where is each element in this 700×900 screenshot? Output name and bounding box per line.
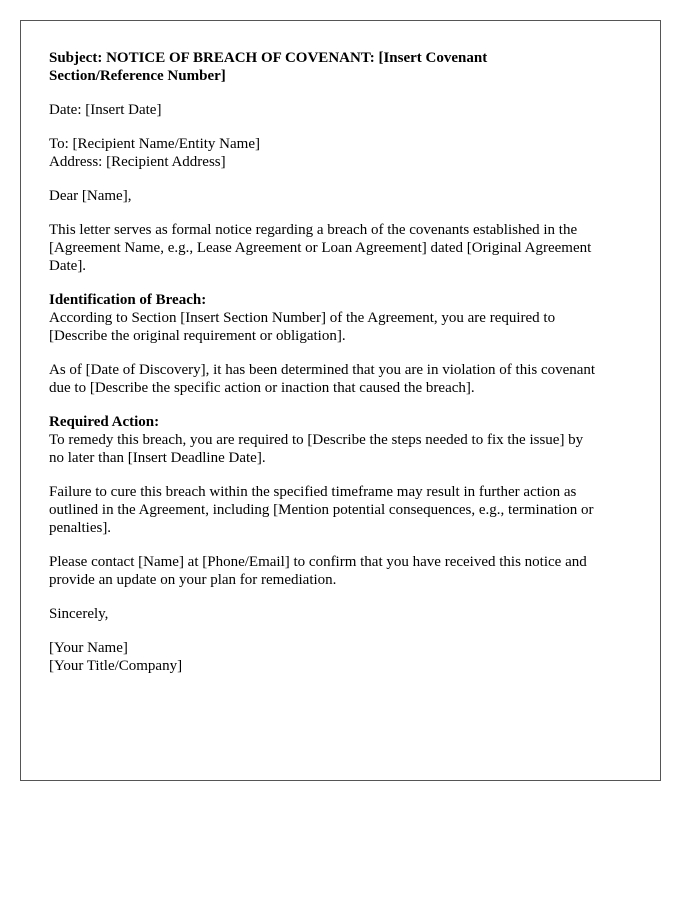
- required-action-heading: Required Action:: [49, 414, 160, 430]
- identification-section: [49, 291, 632, 345]
- paragraph-line: due to [Describe the specific action or inaction that caused the breach].: [49, 380, 475, 396]
- paragraph-line: Date].: [49, 258, 87, 274]
- paragraph-line: [Agreement Name, e.g., Lease Agreement or Loan Agreement] dated [Original Agreement: [49, 240, 592, 256]
- closing-text: Sincerely,: [49, 606, 109, 622]
- signature-name: [Your Name]: [49, 640, 128, 656]
- subject: [49, 49, 632, 85]
- paragraph-line: no later than [Insert Deadline Date].: [49, 450, 266, 466]
- paragraph-line: [Describe the original requirement or obligation].: [49, 328, 346, 344]
- date-line: [49, 101, 632, 119]
- letter-page: [20, 20, 661, 781]
- paragraph-line: This letter serves as formal notice regarding a breach of the covenants established in the: [49, 222, 578, 238]
- paragraph-line: penalties].: [49, 520, 112, 536]
- paragraph-line: According to Section [Insert Section Number] of the Agreement, you are required to: [49, 310, 556, 326]
- closing: [49, 605, 632, 623]
- signature-block: [49, 639, 632, 675]
- recipient-to: To: [Recipient Name/Entity Name]: [49, 136, 260, 152]
- paragraph-line: To remedy this breach, you are required to [Describe the steps needed to fix the issue] by: [49, 432, 584, 448]
- paragraph-line: outlined in the Agreement, including [Mention potential consequences, e.g., termination or: [49, 502, 594, 518]
- salutation: [49, 187, 632, 205]
- subject-line: Section/Reference Number]: [49, 68, 226, 84]
- date-text: Date: [Insert Date]: [49, 102, 162, 118]
- identification-heading: Identification of Breach:: [49, 292, 207, 308]
- subject-line: Subject: NOTICE OF BREACH OF COVENANT: [Insert Covenant: [49, 50, 488, 66]
- recipient-address: Address: [Recipient Address]: [49, 154, 226, 170]
- paragraph-line: Failure to cure this breach within the specified timeframe may result in further action as: [49, 484, 577, 500]
- paragraph-line: Please contact [Name] at [Phone/Email] to confirm that you have received this notice and: [49, 554, 587, 570]
- required-action-section: [49, 413, 632, 467]
- contact-paragraph: [49, 553, 632, 589]
- paragraph-line: provide an update on your plan for remediation.: [49, 572, 337, 588]
- intro-paragraph: [49, 221, 632, 275]
- recipient-block: [49, 135, 632, 171]
- paragraph-line: As of [Date of Discovery], it has been determined that you are in violation of this covenant: [49, 362, 596, 378]
- discovery-paragraph: [49, 361, 632, 397]
- failure-paragraph: [49, 483, 632, 537]
- salutation-text: Dear [Name],: [49, 188, 132, 204]
- signature-title: [Your Title/Company]: [49, 658, 183, 674]
